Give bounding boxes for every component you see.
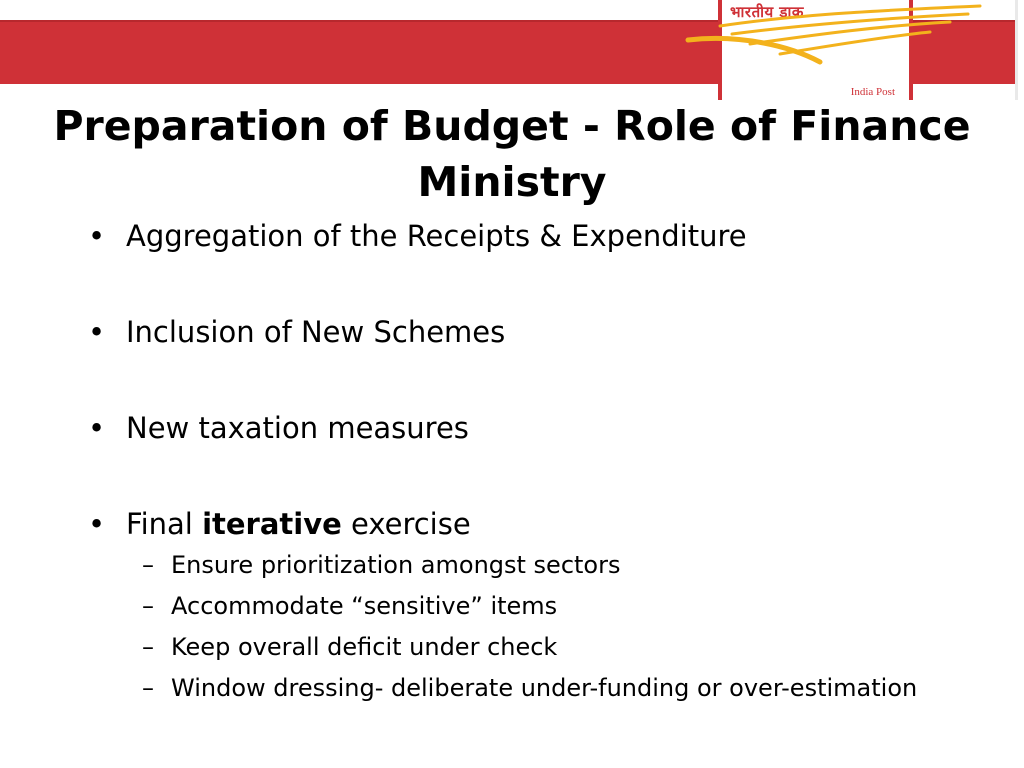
sub-bullet-item: – Window dressing- deliberate under-funding or over-estimation [126, 671, 938, 705]
bullet-item [88, 502, 938, 705]
bullet-text-suffix: exercise [341, 507, 471, 541]
bullet-text: Aggregation of the Receipts & Expenditure [126, 219, 747, 253]
sub-bullet-list [126, 548, 938, 705]
sub-bullet-item: – Ensure prioritization amongst sectors [126, 548, 938, 582]
bullet-list [88, 214, 938, 705]
bullet-item [88, 310, 938, 354]
bullet-text: Inclusion of New Schemes [126, 315, 506, 349]
logo-english-text: India Post [850, 86, 895, 98]
right-edge-line [1015, 0, 1018, 100]
bullet-text-prefix: Final [126, 507, 203, 541]
sub-bullet-item: – Accommodate “sensitive” items [126, 589, 938, 623]
bullet-text-emphasis: iterative [202, 507, 342, 541]
bullet-item [88, 214, 938, 258]
bullet-text: New taxation measures [126, 411, 469, 445]
sub-bullet-item: – Keep overall deficit under check [126, 630, 938, 664]
bullet-item [88, 406, 938, 450]
slide-title: Preparation of Budget - Role of Finance Ministry [53, 102, 971, 206]
logo-hindi-text: भारतीय डाक [730, 3, 804, 21]
logo-swoosh-icon [680, 4, 990, 74]
